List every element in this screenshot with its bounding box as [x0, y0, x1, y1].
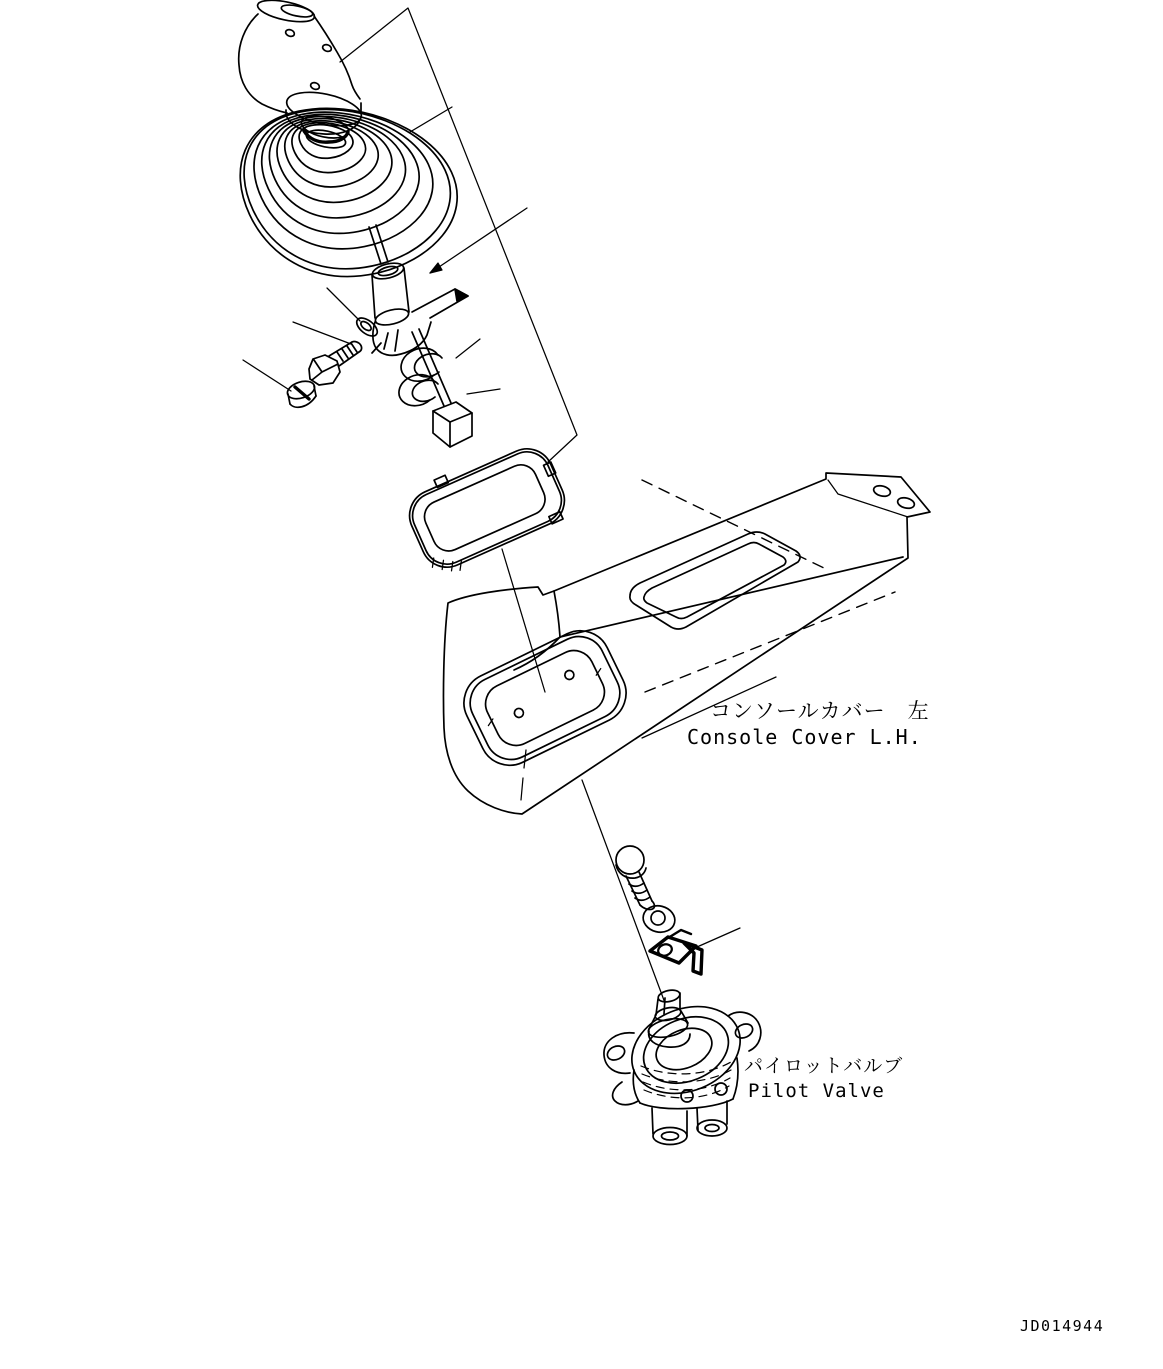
- valve-front-port: [715, 1083, 727, 1095]
- clip-tab: [668, 930, 691, 938]
- hex-bolt: [309, 342, 362, 385]
- drawing-number: JD014944: [1020, 1317, 1105, 1335]
- console-cover-label-en: Console Cover L.H.: [687, 725, 922, 749]
- bolt-threads: [629, 883, 650, 900]
- bezel-frame: [398, 434, 576, 581]
- bolt-shank: [329, 342, 359, 366]
- nut-leader: [243, 360, 291, 391]
- joystick-shaft: [369, 225, 468, 406]
- nut: [285, 378, 317, 407]
- clamp-upper-leader: [456, 339, 480, 358]
- flange-hole: [873, 484, 892, 498]
- cover-bottom-inner-edge: [645, 592, 895, 692]
- bezel-to-cover-leader: [502, 549, 545, 692]
- yoke-arm-slot: [455, 289, 468, 301]
- bolt-round-head: [616, 846, 644, 874]
- cover-to-valve-centerline: [582, 780, 665, 1003]
- bezel-tab: [549, 512, 563, 524]
- clamp-ring-lower: [399, 375, 438, 406]
- valve-body-top: [619, 991, 754, 1109]
- clip-leader: [697, 928, 740, 947]
- rubber-block: [433, 402, 472, 447]
- washer-leader: [327, 288, 360, 321]
- valve-ear-right: [728, 1012, 761, 1051]
- valve-body-sides: [633, 1058, 738, 1103]
- flange-hole: [897, 496, 916, 510]
- shaft-leader-arrowhead: [430, 263, 442, 273]
- cover-deck-ridge: [560, 557, 903, 637]
- grip-screw-hole: [322, 43, 333, 52]
- bolt-threads: [337, 343, 357, 361]
- boot-leader: [410, 107, 452, 132]
- boot-pleat: [277, 119, 392, 203]
- callout-spine: [340, 8, 577, 462]
- cover-outline: [443, 473, 930, 814]
- console-cover-label-jp: コンソールカバー 左: [710, 699, 930, 723]
- cover-step: [554, 591, 560, 637]
- pilot-valve-label-jp: パイロットバルブ: [744, 1055, 904, 1077]
- shaft-cylinder-base: [374, 306, 410, 328]
- pilot-valve-label-en: Pilot Valve: [748, 1080, 885, 1102]
- mount-bolt: [616, 846, 654, 910]
- grip-cap-inner: [280, 3, 313, 19]
- shaft-rod-lower: [412, 329, 451, 406]
- grip-right-edge: [314, 16, 360, 99]
- console-cover: [443, 473, 930, 814]
- grip-screw-hole: [285, 28, 296, 37]
- washer-lower: [640, 903, 677, 936]
- valve-ear-hole: [605, 1043, 627, 1062]
- lock-clip: [650, 930, 702, 974]
- cover-mount-opening: [454, 621, 636, 776]
- bolt-leader: [293, 322, 351, 344]
- pilot-valve: [604, 988, 761, 1144]
- joystick-boot: [240, 108, 457, 276]
- cover-flange-fold: [828, 480, 908, 517]
- grip-screw-hole: [310, 81, 321, 90]
- grip-left-edge: [239, 14, 287, 113]
- clamp-lower-leader: [467, 389, 500, 394]
- clip-flap: [684, 943, 702, 974]
